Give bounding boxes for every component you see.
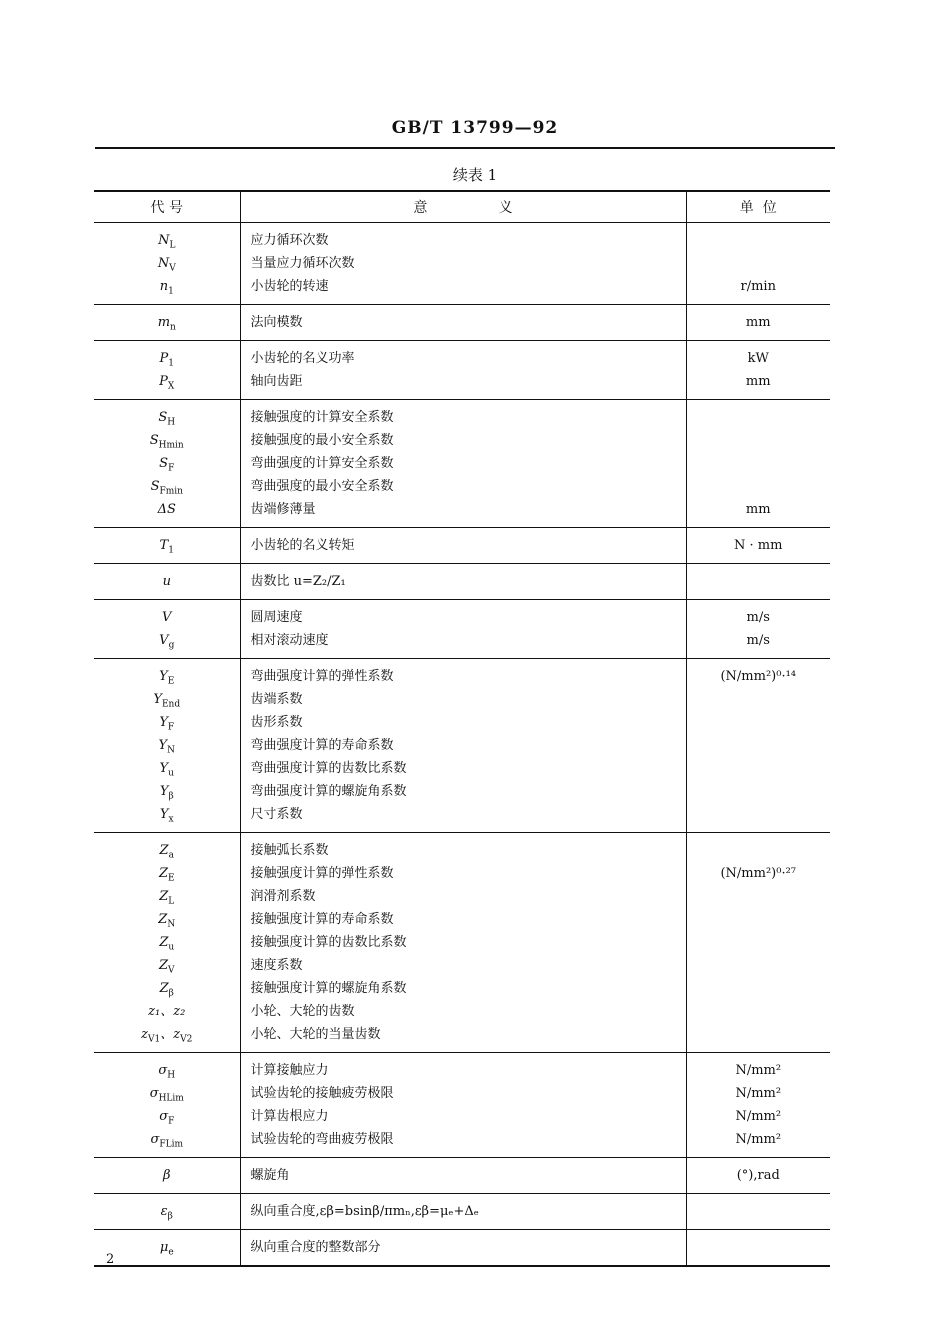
unit: N/mm² [735,1086,782,1101]
meaning-cell [240,833,686,1053]
symbol: $N_V$ [157,256,176,274]
symbol: $Y_u$ [159,761,174,779]
meaning: 应力循环次数 [250,233,329,248]
meaning-cell [240,528,686,564]
unit-cell [686,223,830,305]
table-row-group [94,1158,830,1194]
table-row [94,528,830,564]
column-header-symbol: 代 号 [94,191,240,223]
unit [687,1023,831,1046]
table-row [94,400,830,528]
unit [687,803,831,826]
symbol: $\mu_e$ [159,1240,174,1258]
symbol-cell [94,1053,240,1158]
meaning: 轴向齿距 [250,374,303,389]
unit [687,406,831,429]
symbol: $m_n$ [157,315,176,333]
symbol: $T_1$ [159,538,174,556]
symbol: $P_X$ [159,374,175,392]
unit [687,429,831,452]
table-row [94,659,830,833]
symbol: $V_g$ [159,633,175,651]
unit [687,954,831,977]
unit [687,475,831,498]
unit [687,908,831,931]
unit: m/s [746,633,770,648]
meaning-cell [240,1194,686,1230]
symbol: $S_H$ [158,410,176,428]
unit [687,1200,831,1223]
table-header-row [94,191,830,223]
meaning: 纵向重合度,εβ=bsinβ/πmₙ,εβ=μₑ+Δₑ [250,1204,479,1219]
symbol: $Y_\beta$ [159,784,174,802]
table-row [94,1230,830,1267]
unit-cell [686,659,830,833]
unit: kW [747,351,769,366]
table-row [94,1158,830,1194]
unit: mm [745,374,771,389]
meaning: 计算接触应力 [250,1063,329,1078]
meaning-cell [240,600,686,659]
header-rule [95,147,835,149]
symbol: $Y_N$ [158,738,175,756]
symbol-cell [94,528,240,564]
symbol: $Y_E$ [159,669,175,687]
table-row-group [94,1053,830,1158]
meaning: 润滑剂系数 [250,889,316,904]
meaning: 齿端系数 [250,692,303,707]
table-row-group [94,659,830,833]
meaning: 小齿轮的转速 [250,279,329,294]
table-row [94,600,830,659]
unit-cell [686,833,830,1053]
unit-cell [686,600,830,659]
meaning: 小轮、大轮的齿数 [250,1004,355,1019]
symbol-cell [94,223,240,305]
unit [687,885,831,908]
symbol: $Y_x$ [159,807,174,825]
table-row-group [94,600,830,659]
meaning: 弯曲强度计算的寿命系数 [250,738,394,753]
symbol: $n_1$ [159,279,174,297]
symbol: $\varepsilon_\beta$ [160,1204,173,1222]
symbol: $Z_\beta$ [159,981,174,999]
unit-cell [686,341,830,400]
symbol-cell [94,659,240,833]
table-row [94,833,830,1053]
meaning: 速度系数 [250,958,303,973]
symbol: $Y_{End}$ [153,692,181,710]
meaning: 螺旋角 [250,1168,290,1183]
symbol-cell [94,400,240,528]
unit: m/s [746,610,770,625]
meaning-cell [240,341,686,400]
meaning: 齿数比 u=Z₂/Z₁ [250,574,346,589]
symbol-cell [94,600,240,659]
symbol: $Z_L$ [159,889,175,907]
table-row [94,1194,830,1230]
meaning: 圆周速度 [250,610,303,625]
unit-cell [686,1230,830,1267]
table-row-group [94,1194,830,1230]
symbol: $Z_V$ [158,958,175,976]
unit [687,570,831,593]
unit [687,252,831,275]
unit [687,229,831,252]
meaning-cell [240,400,686,528]
table-row-group [94,223,830,305]
symbol: $\sigma_F$ [159,1109,175,1127]
meaning: 尺寸系数 [250,807,303,822]
symbol: $\sigma_H$ [158,1063,176,1081]
column-header-meaning: 意 义 [240,191,686,223]
unit: r/min [740,279,776,294]
unit [687,931,831,954]
unit [687,734,831,757]
unit [687,757,831,780]
unit: mm [745,502,771,517]
unit: (N/mm²)⁰·²⁷ [720,866,797,881]
table-caption: 续表 1 [452,166,498,184]
unit: mm [745,315,771,330]
column-header-unit: 单 位 [686,191,830,223]
table-row-group [94,305,830,341]
symbol: $Z_E$ [158,866,175,884]
meaning: 纵向重合度的整数部分 [250,1240,381,1255]
symbol-table [94,190,830,1267]
meaning: 齿端修薄量 [250,502,316,517]
symbol: $z_{V1}$、$z_{V2}$ [141,1027,193,1045]
symbol: $N_L$ [158,233,176,251]
meaning: 接触弧长系数 [250,843,329,858]
unit-cell [686,1194,830,1230]
unit: (N/mm²)⁰·¹⁴ [720,669,797,684]
table-row [94,223,830,305]
meaning: 齿形系数 [250,715,303,730]
meaning: 小齿轮的名义功率 [250,351,355,366]
unit: N · mm [734,538,783,553]
symbol: ΔS [157,502,176,517]
meaning: 弯曲强度的计算安全系数 [250,456,394,471]
table-row [94,305,830,341]
unit: N/mm² [735,1132,782,1147]
table-row-group [94,1230,830,1267]
meaning-cell [240,659,686,833]
page-number: 2 [106,1252,115,1267]
unit: (°),rad [736,1168,780,1183]
symbol-cell [94,305,240,341]
table-row [94,1053,830,1158]
unit [687,977,831,1000]
standard-number: GB/T 13799—92 [391,118,559,138]
meaning: 接触强度计算的弹性系数 [250,866,394,881]
unit [687,1000,831,1023]
meaning: 试验齿轮的接触疲劳极限 [250,1086,394,1101]
meaning-cell [240,305,686,341]
table-row-group [94,400,830,528]
meaning: 法向模数 [250,315,303,330]
symbol: $Y_F$ [159,715,175,733]
symbol: $\sigma_{FLim}$ [150,1132,183,1150]
unit: N/mm² [735,1109,782,1124]
symbol: $Z_u$ [159,935,175,953]
meaning-cell [240,1158,686,1194]
symbol: β [162,1168,171,1183]
unit [687,688,831,711]
unit [687,452,831,475]
meaning: 弯曲强度的最小安全系数 [250,479,394,494]
meaning: 小齿轮的名义转矩 [250,538,355,553]
symbol-cell [94,564,240,600]
symbol: u [162,574,171,589]
table-row-group [94,833,830,1053]
symbol-cell [94,1194,240,1230]
unit: N/mm² [735,1063,782,1078]
meaning: 小轮、大轮的当量齿数 [250,1027,381,1042]
unit-cell [686,305,830,341]
symbol-cell [94,833,240,1053]
meaning: 计算齿根应力 [250,1109,329,1124]
meaning: 试验齿轮的弯曲疲劳极限 [250,1132,394,1147]
symbol: $Z_a$ [159,843,174,861]
symbol-cell [94,1158,240,1194]
meaning: 弯曲强度计算的弹性系数 [250,669,394,684]
symbol: $Z_N$ [158,912,176,930]
symbol: $S_{Hmin}$ [149,433,184,451]
meaning-cell [240,564,686,600]
unit-cell [686,1158,830,1194]
symbol: V [162,610,172,625]
symbol: z₁、z₂ [148,1004,186,1019]
meaning: 接触强度计算的寿命系数 [250,912,394,927]
meaning: 接触强度计算的齿数比系数 [250,935,407,950]
unit [687,711,831,734]
unit [687,1236,831,1259]
symbol: $S_{Fmin}$ [150,479,183,497]
symbol: $S_F$ [159,456,175,474]
meaning: 弯曲强度计算的螺旋角系数 [250,784,407,799]
table-row-group [94,564,830,600]
meaning: 弯曲强度计算的齿数比系数 [250,761,407,776]
unit-cell [686,528,830,564]
meaning-cell [240,223,686,305]
symbol: $P_1$ [159,351,174,369]
unit [687,839,831,862]
symbol-cell [94,1230,240,1267]
table-row [94,341,830,400]
symbol-cell [94,341,240,400]
table-row-group [94,341,830,400]
unit-cell [686,564,830,600]
table-row-group [94,528,830,564]
unit [687,780,831,803]
meaning-cell [240,1230,686,1267]
unit-cell [686,400,830,528]
meaning-cell [240,1053,686,1158]
symbol: $\sigma_{HLim}$ [149,1086,184,1104]
meaning: 接触强度的最小安全系数 [250,433,394,448]
meaning: 当量应力循环次数 [250,256,355,271]
meaning: 接触强度计算的螺旋角系数 [250,981,407,996]
unit-cell [686,1053,830,1158]
table-row [94,564,830,600]
meaning: 接触强度的计算安全系数 [250,410,394,425]
meaning: 相对滚动速度 [250,633,329,648]
